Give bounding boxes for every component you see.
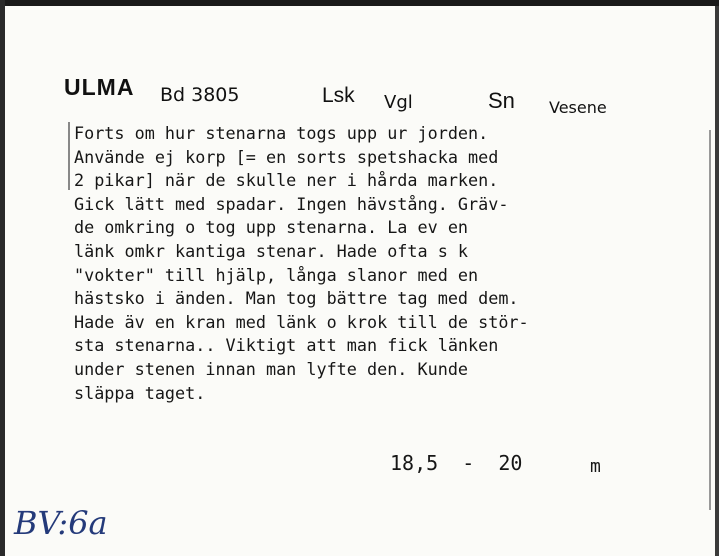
sn-label: Sn [488,88,515,113]
archive-name: ULMA [64,74,135,100]
handwritten-signature: BV:6a [14,504,108,542]
card-right-edge [715,6,719,556]
body-line: sta stenarna.. Viktigt att man fick länken [74,335,499,356]
card-left-edge [0,0,5,556]
body-line: hästsko i änden. Man tog bättre tag med dem. [74,288,519,309]
lsk-label: Lsk [322,84,355,107]
lsk-value: Vgl [384,92,413,113]
body-line: Gick lätt med spadar. Ingen hävstång. Gräv- [74,193,509,214]
body-text [74,122,694,405]
body-line: Hade äv en kran med länk o krok till de stör- [74,311,529,332]
record-code: Bd 3805 [160,84,240,106]
body-line: Forts om hur stenarna togs upp ur jorden. [74,123,489,143]
body-line: släppa taget. [74,382,206,403]
right-margin-mark [709,130,711,510]
body-line: Använde ej korp [= en sorts spetshacka med [74,146,499,167]
parish-name: Vesene [549,98,607,117]
text-bracket [68,122,70,190]
body-line: 2 pikar] när de skulle ner i hårda marken. [74,170,499,191]
body-line: länk omkr kantiga stenar. Hade ofta s k [74,240,469,261]
body-line: under stenen innan man lyfte den. Kunde [74,358,469,379]
distance-unit: m [590,456,601,477]
distance-range: 18,5 - 20 [390,451,523,475]
body-line: de omkring o tog upp stenarna. La ev en [74,217,469,238]
body-line: "vokter" till hjälp, långa slanor med en [74,264,479,285]
card-top-edge [0,0,719,6]
